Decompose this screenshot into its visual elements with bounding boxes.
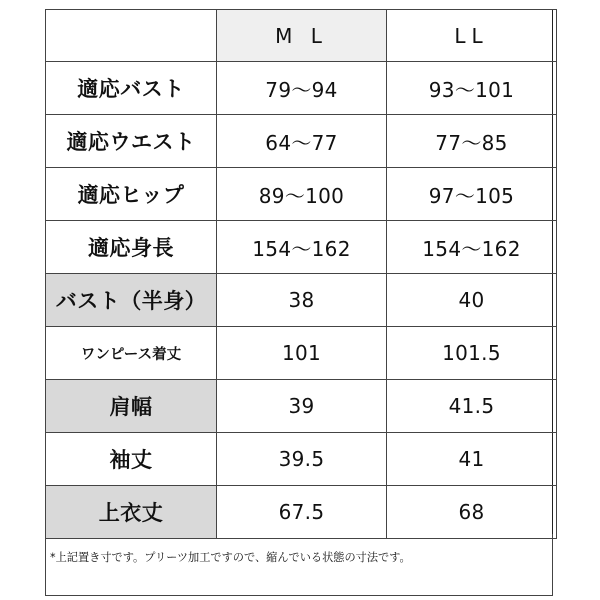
table-row (46, 433, 557, 486)
ml-value-cell (217, 274, 387, 327)
ml-value-cell (217, 486, 387, 539)
header-ml-cell (217, 10, 387, 62)
ll-value: 68 (458, 500, 485, 524)
row-label-cell (46, 221, 217, 274)
note-cell (45, 534, 553, 596)
header-ml: M L (275, 23, 328, 48)
table-row (46, 380, 557, 433)
ll-value: 97～105 (428, 183, 515, 208)
ml-value-cell (217, 380, 387, 433)
ml-value: 38 (288, 288, 315, 312)
ll-value: 41 (458, 447, 485, 471)
ml-value: 79～94 (265, 77, 338, 102)
row-label-cell (46, 115, 217, 168)
size-table (45, 9, 557, 539)
row-label: ワンピース着丈 (80, 346, 182, 363)
row-label: バスト（半身） (55, 289, 207, 313)
row-label: 袖丈 (109, 448, 153, 472)
header-blank-cell (46, 10, 217, 62)
ll-value: 93～101 (428, 77, 515, 102)
ml-value-cell (217, 221, 387, 274)
row-label-cell (46, 62, 217, 115)
table-row (46, 115, 557, 168)
ml-value-cell (217, 115, 387, 168)
table-row (46, 168, 557, 221)
table-row (46, 221, 557, 274)
row-label: 適応バスト (77, 77, 185, 101)
header-ll: LL (454, 23, 489, 48)
ml-value: 101 (281, 341, 322, 365)
ml-value-cell (217, 168, 387, 221)
row-label: 適応ウエスト (66, 130, 196, 154)
row-label-cell (46, 486, 217, 539)
header-ll-cell (387, 10, 557, 62)
table-row (46, 62, 557, 115)
row-label-cell (46, 168, 217, 221)
ll-value-cell (387, 168, 557, 221)
ll-value-cell (387, 62, 557, 115)
row-label-cell (46, 274, 217, 327)
table-row (46, 486, 557, 539)
ll-value-cell (387, 221, 557, 274)
ll-value: 101.5 (442, 341, 501, 365)
header-row (46, 10, 557, 62)
table-row (46, 327, 557, 380)
ll-value: 77～85 (435, 130, 508, 155)
ll-value-cell (387, 274, 557, 327)
ml-value: 154～162 (252, 236, 351, 261)
ll-value-cell (387, 327, 557, 380)
ll-value-cell (387, 486, 557, 539)
ml-value: 39 (288, 394, 315, 418)
row-label: 上衣丈 (98, 501, 164, 525)
ll-value-cell (387, 380, 557, 433)
ll-value: 40 (458, 288, 485, 312)
ml-value: 89～100 (258, 183, 345, 208)
ml-value: 64～77 (265, 130, 338, 155)
ll-value-cell (387, 115, 557, 168)
ml-value: 39.5 (278, 447, 325, 471)
table-row (46, 274, 557, 327)
row-label: 適応ヒップ (77, 183, 185, 207)
row-label: 適応身長 (88, 236, 174, 260)
row-label-cell (46, 433, 217, 486)
ml-value-cell (217, 433, 387, 486)
ml-value: 67.5 (278, 500, 325, 524)
row-label: 肩幅 (109, 395, 153, 419)
ml-value-cell (217, 327, 387, 380)
row-label-cell (46, 380, 217, 433)
row-label-cell (46, 327, 217, 380)
footnote: *上記置き寸です。プリーツ加工ですので、縮んでいる状態の寸法です。 (50, 551, 411, 564)
ml-value-cell (217, 62, 387, 115)
ll-value-cell (387, 433, 557, 486)
ll-value: 154～162 (422, 236, 521, 261)
ll-value: 41.5 (448, 394, 495, 418)
